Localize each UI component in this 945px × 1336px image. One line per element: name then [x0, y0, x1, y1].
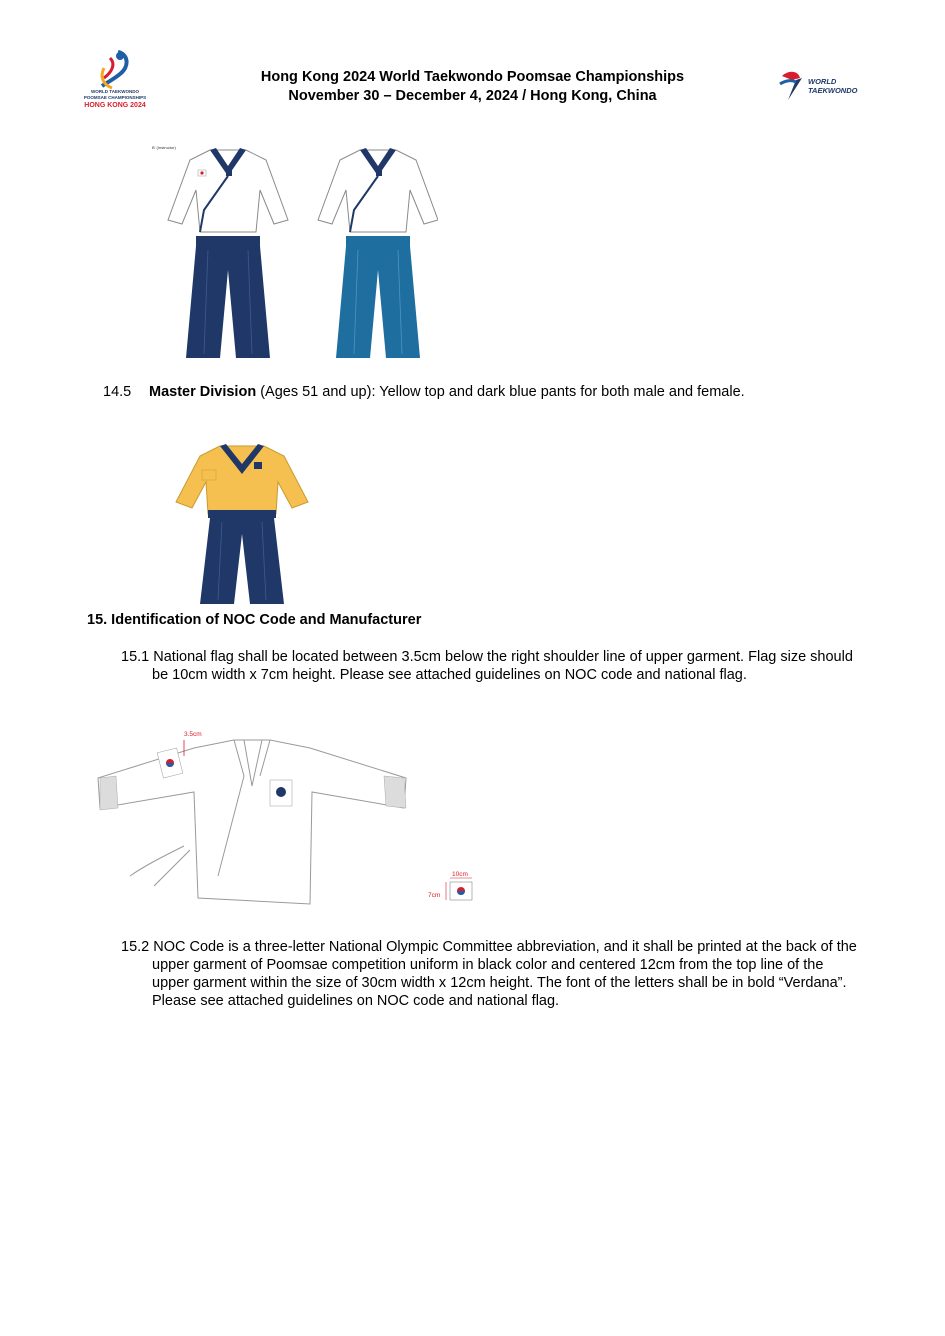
section-15-1-text: 15.1 National flag shall be located between 3.5cm below the right shoulder line of upper garment. Flag size should be 10cm width x 7cm height. Please see attached guidelines on NOC code and national flag.	[121, 649, 853, 683]
section-14-5-number: 14.5	[103, 384, 132, 400]
uniform-white-teal	[318, 148, 438, 358]
figure-small-label: B' (Instructor)	[152, 145, 176, 150]
section-15-1	[121, 648, 861, 684]
section-15-2	[121, 938, 861, 1010]
flag-placement-figure	[94, 726, 494, 912]
section-14-5	[103, 383, 863, 401]
section-14-5-heading: Master Division	[149, 384, 257, 400]
logo-line-2: POOMSAE CHAMPIONSHIPS	[84, 95, 146, 100]
wt-logo-word-2: TAEKWONDO	[808, 86, 858, 95]
logo-line-3: HONG KONG 2024	[84, 102, 146, 109]
world-taekwondo-logo	[778, 66, 868, 104]
section-15-2-text: 15.2 NOC Code is a three-letter National Olympic Committee abbreviation, and it shall be printed at the back of the upper garment of Poomsae competition uniform in black color and centered 12cm from the top line of the upper garment within the size of 30cm width x 12cm height. The font of the letters shall be in bold “Verdana”. Please see attached guidelines on NOC code and national flag.	[121, 939, 857, 1009]
logo-line-1: WORLD TAEKWONDO	[91, 89, 139, 94]
section-15-heading: 15. Identification of NOC Code and Manufacturer	[87, 612, 422, 628]
header-title-line-1: Hong Kong 2024 World Taekwondo Poomsae Championships	[260, 69, 685, 85]
header-title-line-2: November 30 – December 4, 2024 / Hong Kong, China	[288, 88, 657, 104]
shoulder-distance-label: 3.5cm	[184, 731, 202, 738]
uniform-white-navy	[168, 148, 288, 358]
master-uniform-figure	[172, 438, 312, 608]
wt-logo-word-1: WORLD	[808, 77, 837, 86]
flag-height-label: 7cm	[428, 892, 441, 899]
instructor-uniforms-figure	[148, 140, 438, 365]
section-14-5-text: (Ages 51 and up): Yellow top and dark blue pants for both male and female.	[256, 384, 745, 400]
flag-width-label: 10cm	[452, 871, 468, 878]
